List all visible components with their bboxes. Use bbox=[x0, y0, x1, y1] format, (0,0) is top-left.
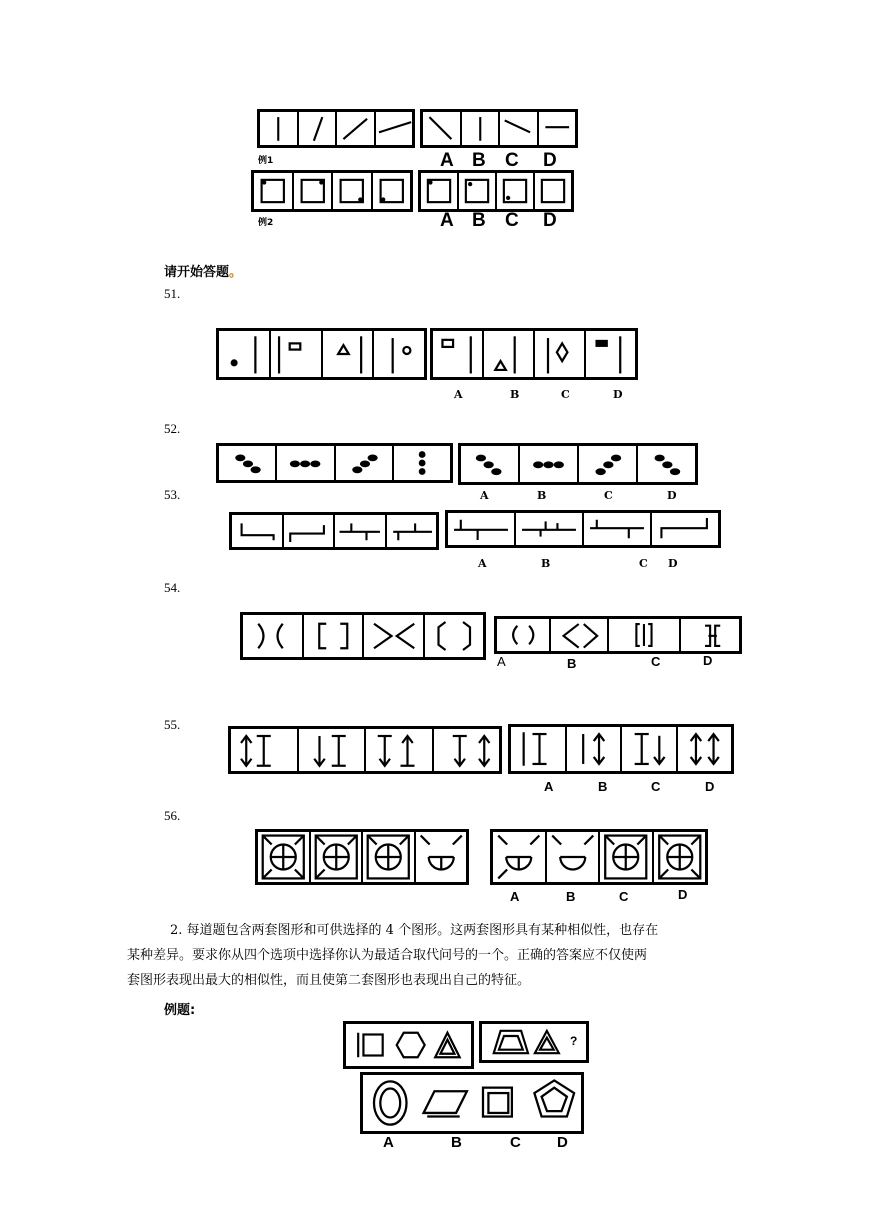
q56-label-d: D bbox=[678, 887, 688, 902]
q54-figure bbox=[302, 615, 363, 657]
q54-option-c[interactable] bbox=[607, 619, 679, 651]
q54-label-b: B bbox=[567, 656, 577, 671]
example-option-a[interactable] bbox=[363, 1075, 418, 1131]
question-number-52: 52. bbox=[164, 421, 181, 436]
example1-label: 例1 bbox=[258, 156, 274, 166]
q51-figure bbox=[321, 331, 373, 377]
q56-figure bbox=[361, 832, 414, 882]
q52-set2 bbox=[458, 443, 698, 485]
q56-option-d[interactable] bbox=[652, 832, 706, 882]
example1-set1 bbox=[257, 109, 415, 148]
example1-option-d[interactable] bbox=[537, 112, 576, 145]
q53-option-c[interactable] bbox=[582, 513, 650, 545]
question-number-56: 56. bbox=[164, 808, 181, 823]
q51-label-c: C bbox=[561, 388, 570, 401]
example2-figure bbox=[331, 173, 371, 209]
q54-set1 bbox=[240, 612, 486, 660]
q54-figure bbox=[243, 615, 302, 657]
q52-option-a[interactable] bbox=[461, 446, 518, 482]
q53-figure bbox=[385, 515, 437, 547]
q56-figure bbox=[414, 832, 467, 882]
q54-option-b[interactable] bbox=[549, 619, 606, 651]
example2-option-c[interactable] bbox=[495, 173, 533, 209]
q56-label-a: A bbox=[510, 889, 520, 904]
q55-figure bbox=[364, 729, 432, 771]
q53-figure bbox=[333, 515, 385, 547]
q53-option-b[interactable] bbox=[514, 513, 582, 545]
q55-figure bbox=[297, 729, 365, 771]
q55-set1 bbox=[228, 726, 502, 774]
example2-option-a[interactable] bbox=[421, 173, 457, 209]
q56-figure bbox=[258, 832, 309, 882]
q56-option-b[interactable] bbox=[545, 832, 599, 882]
q53-label-b: B bbox=[541, 557, 551, 570]
example2-option-label-a: A bbox=[440, 210, 454, 231]
example2-figure bbox=[254, 173, 292, 209]
example1-figure bbox=[297, 112, 336, 145]
q51-label-d: D bbox=[613, 388, 623, 401]
q52-label-b: B bbox=[537, 489, 547, 502]
start-prompt bbox=[164, 261, 242, 280]
example-option-label-c: C bbox=[510, 1134, 521, 1151]
q55-label-d: D bbox=[705, 779, 715, 794]
q52-label-d: D bbox=[667, 489, 677, 502]
q53-figure bbox=[282, 515, 334, 547]
q52-figure bbox=[275, 446, 333, 480]
example-question-set1 bbox=[343, 1021, 474, 1069]
q52-label-c: C bbox=[604, 489, 613, 502]
q56-label-c: C bbox=[619, 889, 629, 904]
q54-label-c: C bbox=[651, 654, 661, 669]
q55-figure bbox=[432, 729, 500, 771]
q55-set2 bbox=[508, 724, 734, 774]
example1-option-label-a: A bbox=[440, 150, 454, 171]
example2-option-label-b: B bbox=[472, 210, 486, 231]
q52-figure bbox=[392, 446, 450, 480]
instructions-line-3: 套图形表现出最大的相似性，而且使第二套图形也表现出自己的特征。 bbox=[127, 973, 531, 988]
example2-figure bbox=[371, 173, 411, 209]
q52-label-a: A bbox=[480, 489, 489, 502]
example2-label: 例2 bbox=[258, 218, 274, 228]
q51-figure bbox=[219, 331, 269, 377]
example-options-row bbox=[360, 1072, 584, 1134]
example1-option-a[interactable] bbox=[423, 112, 460, 145]
q54-option-a[interactable] bbox=[497, 619, 549, 651]
q54-option-d[interactable] bbox=[679, 619, 739, 651]
example2-option-b[interactable] bbox=[457, 173, 495, 209]
question-number-54: 54. bbox=[164, 580, 181, 595]
question-number-51: 51. bbox=[164, 286, 181, 301]
q51-option-b[interactable] bbox=[482, 331, 533, 377]
q56-option-a[interactable] bbox=[493, 832, 545, 882]
q51-set1 bbox=[216, 328, 427, 380]
q55-option-d[interactable] bbox=[676, 727, 732, 771]
q55-figure bbox=[231, 729, 297, 771]
q51-label-b: B bbox=[510, 388, 520, 401]
q55-label-b: B bbox=[598, 779, 608, 794]
q53-figure bbox=[232, 515, 282, 547]
example2-option-d[interactable] bbox=[533, 173, 571, 209]
start-prompt-dot: 。 bbox=[229, 265, 243, 280]
q55-label-c: C bbox=[651, 779, 661, 794]
q54-label-a: A bbox=[497, 654, 506, 669]
q53-option-a[interactable] bbox=[448, 513, 514, 545]
instructions-line-1: 2. 每道题包含两套图形和可供选择的 4 个图形。这两套图形具有某种相似性，也存在 bbox=[170, 923, 659, 938]
q53-label-d: D bbox=[668, 557, 678, 570]
q53-label-a: A bbox=[478, 557, 487, 570]
q54-figure bbox=[423, 615, 484, 657]
q52-option-b[interactable] bbox=[518, 446, 577, 482]
q51-option-a[interactable] bbox=[433, 331, 482, 377]
q55-label-a: A bbox=[544, 779, 554, 794]
example-option-label-d: D bbox=[557, 1134, 568, 1151]
q51-option-c[interactable] bbox=[533, 331, 584, 377]
example-question-mark: ? bbox=[570, 1034, 578, 1048]
question-number-53: 53. bbox=[164, 487, 181, 502]
example1-option-label-b: B bbox=[472, 150, 486, 171]
example2-set1 bbox=[251, 170, 413, 212]
q51-figure bbox=[372, 331, 424, 377]
q53-label-c: C bbox=[639, 557, 648, 570]
example1-set2 bbox=[420, 109, 578, 148]
instructions-line-2: 某种差异。要求你从四个选项中选择你认为最适合取代问号的一个。正确的答案应不仅使两 bbox=[127, 948, 648, 963]
q55-option-a[interactable] bbox=[511, 727, 565, 771]
q52-option-c[interactable] bbox=[577, 446, 636, 482]
q56-label-b: B bbox=[566, 889, 576, 904]
example2-option-label-d: D bbox=[543, 210, 557, 231]
example1-option-c[interactable] bbox=[498, 112, 537, 145]
q53-option-d[interactable] bbox=[650, 513, 718, 545]
q56-figure bbox=[309, 832, 362, 882]
q52-figure bbox=[219, 446, 275, 480]
example2-set2 bbox=[418, 170, 574, 212]
start-prompt-text: 请开始答题 bbox=[164, 265, 230, 280]
example-option-c[interactable] bbox=[472, 1075, 527, 1131]
example-question-figures bbox=[346, 1024, 471, 1066]
example1-option-b[interactable] bbox=[460, 112, 499, 145]
q54-figure bbox=[362, 615, 423, 657]
q52-option-d[interactable] bbox=[636, 446, 695, 482]
q54-set2 bbox=[494, 616, 742, 654]
example2-figure bbox=[292, 173, 332, 209]
q51-set2 bbox=[430, 328, 638, 380]
q55-option-b[interactable] bbox=[565, 727, 621, 771]
q56-set2 bbox=[490, 829, 708, 885]
example-option-d[interactable] bbox=[527, 1075, 582, 1131]
q52-set1 bbox=[216, 443, 453, 483]
q56-set1 bbox=[255, 829, 469, 885]
q53-set1 bbox=[229, 512, 439, 550]
example1-option-label-d: D bbox=[543, 150, 557, 171]
q55-option-c[interactable] bbox=[620, 727, 676, 771]
example-option-b[interactable] bbox=[418, 1075, 473, 1131]
q53-set2 bbox=[445, 510, 721, 548]
question-number-55: 55. bbox=[164, 717, 181, 732]
q51-label-a: A bbox=[454, 388, 463, 401]
example-option-label-b: B bbox=[451, 1134, 462, 1151]
example2-option-label-c: C bbox=[505, 210, 519, 231]
example-heading: 例题: bbox=[164, 1003, 196, 1018]
q54-label-d: D bbox=[703, 653, 713, 668]
q51-figure bbox=[269, 331, 321, 377]
example1-figure bbox=[335, 112, 374, 145]
q56-option-c[interactable] bbox=[598, 832, 652, 882]
q51-option-d[interactable] bbox=[584, 331, 635, 377]
example1-figure bbox=[374, 112, 413, 145]
example-option-label-a: A bbox=[383, 1134, 394, 1151]
example1-option-label-c: C bbox=[505, 150, 519, 171]
q52-figure bbox=[334, 446, 392, 480]
example1-figure bbox=[260, 112, 297, 145]
